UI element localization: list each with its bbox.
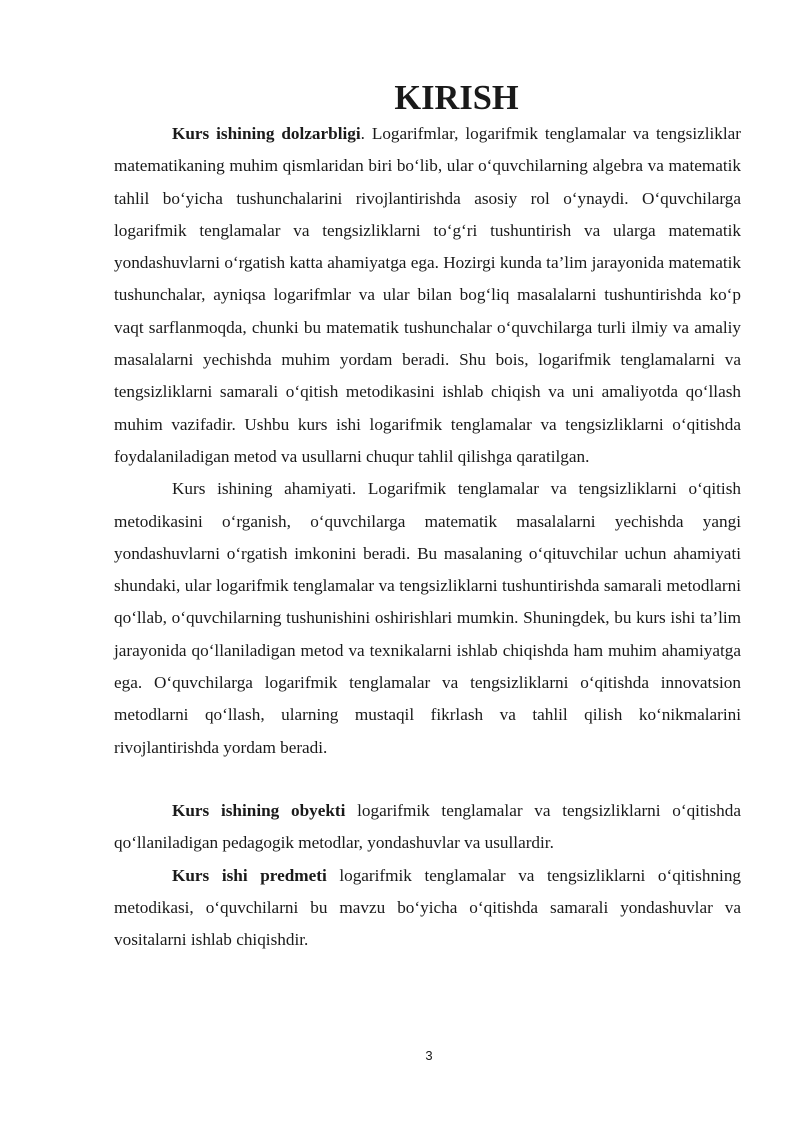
section-title: KIRISH <box>394 79 519 117</box>
paragraph-lead: Kurs ishi predmeti <box>172 865 327 885</box>
paragraph-subject <box>114 860 741 957</box>
paragraph-text: logarifmik tenglamalar va tengsizliklarni o‘qitishning metodikasi, o‘quvchilarni bu mavzu bo‘yicha o‘qitishda samarali yondashuvlar va vositalarni ishlab chiqishdir. <box>114 865 742 950</box>
paragraph-lead: Kurs ishining obyekti <box>172 800 346 820</box>
paragraph-text: . Logarifmlar, logarifmik tenglamalar va tengsizliklar matematikaning muhim qismlaridan biri bo‘lib, ular o‘quvchilarning algebra va matematik tahlil bo‘yicha tushunchalarini rivojlantirishda asosiy rol o‘ynaydi. O‘quvchilarga logarifmik tenglamalar va tengsizliklarni to‘g‘ri tushuntirish va ularga matematik yondashuvlarni o‘rgatish katta ahamiyatga ega. Hozirgi kunda ta’lim jarayonida matematik tushunchalar, ayniqsa logarifmlar va ular bilan bog‘liq masalalarni tushuntirishda ko‘p vaqt sarflanmoqda, chunki bu matematik tushunchalar o‘quvchilarga turli ilmiy va amaliy masalalarni yechishda muhim yordam beradi. Shu bois, logarifmik tenglamalarni va tengsizliklarni samarali o‘qitish metodikasini ishlab chiqish va uni amaliyotda qo‘llash muhim vazifadir. Ushbu kurs ishi logarifmik tenglamalar va tengsizliklarni o‘qitishda foydalaniladigan metod va usullarni chuqur tahlil qilishga qaratilgan. <box>114 124 741 466</box>
page-number: 3 <box>425 1048 433 1063</box>
paragraph-text: logarifmik tenglamalar va tengsizliklarni o‘qitishda qo‘llaniladigan pedagogik metodlar, yondashuvlar va usullardir. <box>114 800 741 853</box>
paragraph-importance <box>114 473 741 764</box>
document-page <box>114 79 742 956</box>
paragraph-lead: Kurs ishining dolzarbligi <box>172 124 361 143</box>
paragraph-object <box>114 795 741 860</box>
paragraph-relevance <box>114 118 741 473</box>
paragraph-text: Kurs ishining ahamiyati. Logarifmik tenglamalar va tengsizliklarni o‘qitish metodikasini o‘rganish, o‘quvchilarga matematik masalalarni yechishda yangi yondashuvlarni o‘rgatish imkonini beradi. Bu masalaning o‘qituvchilar uchun ahamiyati shundaki, ular logarifmik tenglamalar va tengsizliklarni tushuntirishda samarali metodlarni qo‘llab, o‘quvchilarning tushunishini oshirishlari mumkin. Shuningdek, bu kurs ishi ta’lim jarayonida qo‘llaniladigan metod va texnikalarni ishlab chiqishda ham muhim ahamiyatga ega. O‘quvchilarga logarifmik tenglamalar va tengsizliklarni o‘qitishda innovatsion metodlarni qo‘llash, ularning mustaqil fikrlash va tahlil qilish ko‘nikmalarini rivojlantirishda yordam beradi. <box>114 479 741 757</box>
